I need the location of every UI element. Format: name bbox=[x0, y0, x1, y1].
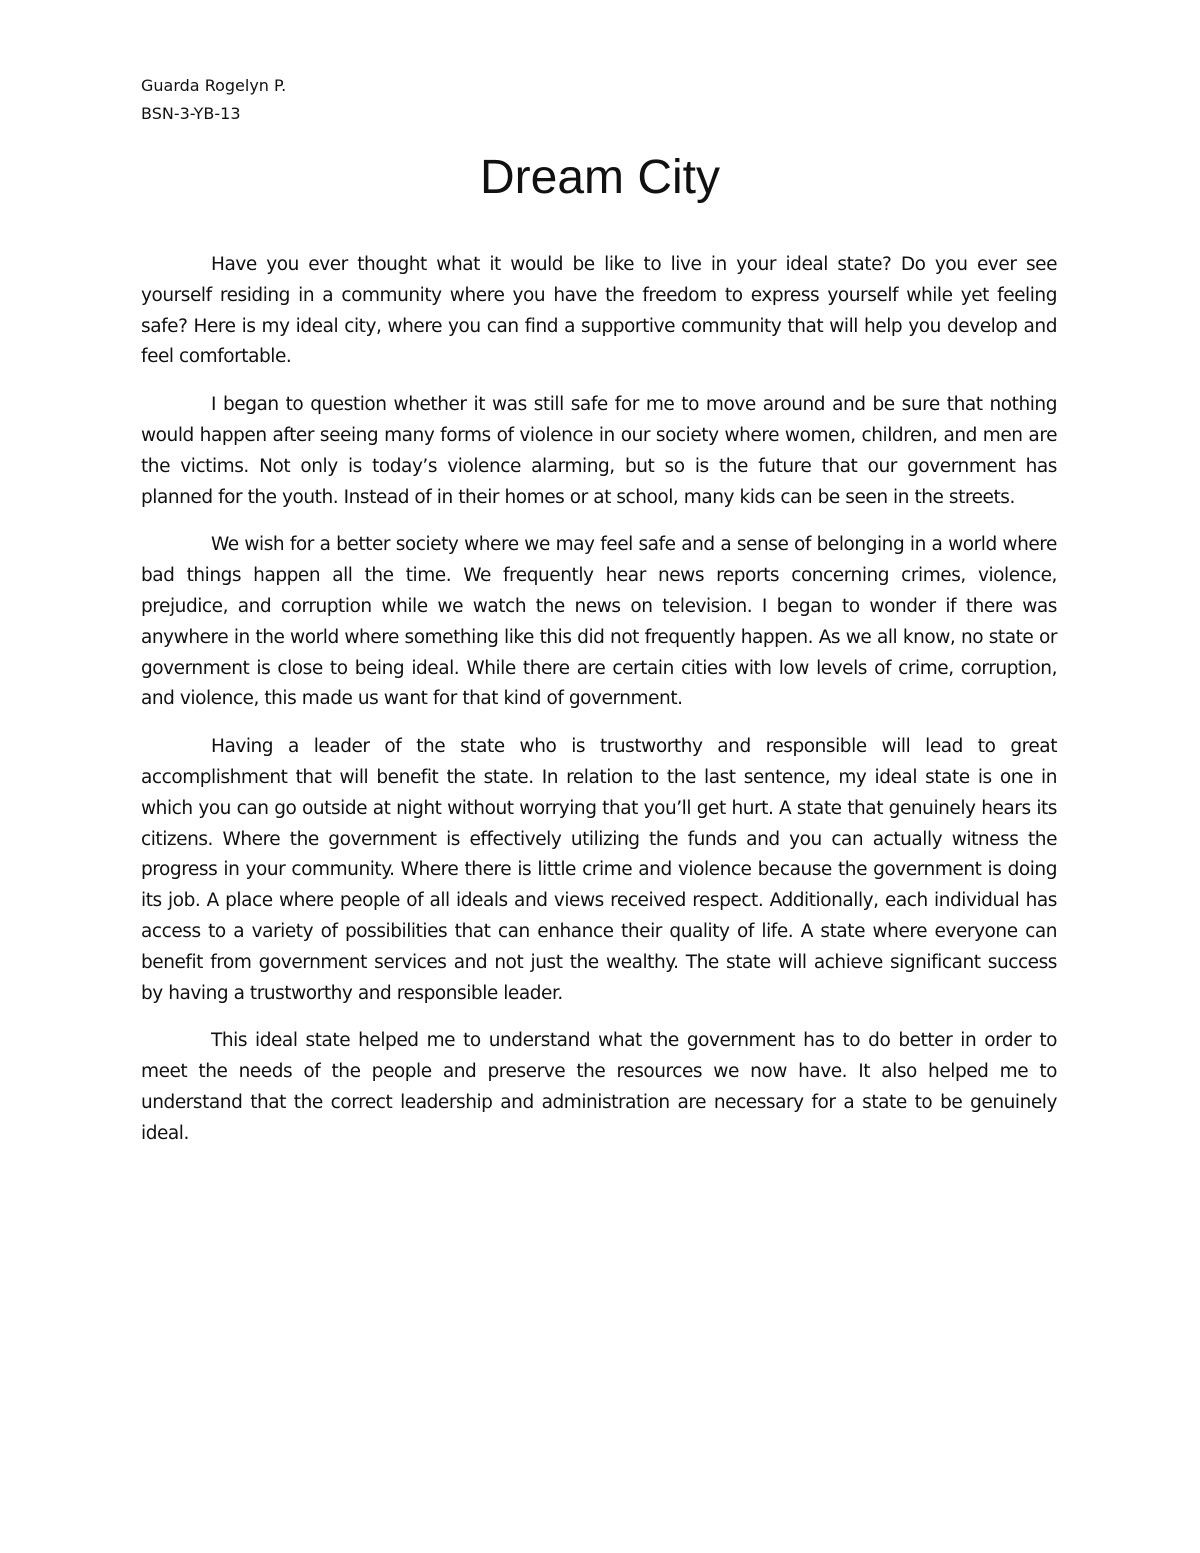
paragraph-4: Having a leader of the state who is trustworthy and responsible will lead to great accomplishment that will benefit the state. In relation to the last sentence, my ideal state is one in which you can go outside at night without worrying that you’ll get hurt. A state that genuinely hears its citizens. Where the government is effectively utilizing the funds and you can actually witness the progress in your community. Where there is little crime and violence because the government is doing its job. A place where people of all ideals and views received respect. Additionally, each individual has access to a variety of possibilities that can enhance their quality of life. A state where everyone can benefit from government services and not just the wealthy. The state will achieve significant success by having a trustworthy and responsible leader. bbox=[141, 736, 1057, 1004]
author-name: Guarda Rogelyn P. bbox=[141, 76, 287, 95]
document-title: Dream City bbox=[479, 151, 721, 204]
section-code: BSN-3-YB-13 bbox=[141, 104, 241, 123]
essay-body bbox=[141, 250, 1057, 1167]
paragraph-2: I began to question whether it was still safe for me to move around and be sure that nothing would happen after seeing many forms of violence in our society where women, children, and men are the victims. Not only is today’s violence alarming, but so is the future that our government has planned for the youth. Instead of in their homes or at school, many kids can be seen in the streets. bbox=[141, 394, 1057, 508]
paragraph-5: This ideal state helped me to understand what the government has to do better in order to meet the needs of the people and preserve the resources we now have. It also helped me to understand that the correct leadership and administration are necessary for a state to be genuinely ideal. bbox=[141, 1030, 1057, 1144]
header-block bbox=[141, 72, 286, 128]
paragraph-3: We wish for a better society where we may feel safe and a sense of belonging in a world where bad things happen all the time. We frequently hear news reports concerning crimes, violence, prejudice, and corruption while we watch the news on television. I began to wonder if there was anywhere in the world where something like this did not frequently happen. As we all know, no state or government is close to being ideal. While there are certain cities with low levels of crime, corruption, and violence, this made us want for that kind of government. bbox=[141, 534, 1057, 710]
paragraph-1: Have you ever thought what it would be like to live in your ideal state? Do you ever see yourself residing in a community where you have the freedom to express yourself while yet feeling safe? Here is my ideal city, where you can find a supportive community that will help you develop and feel comfortable. bbox=[141, 254, 1057, 368]
